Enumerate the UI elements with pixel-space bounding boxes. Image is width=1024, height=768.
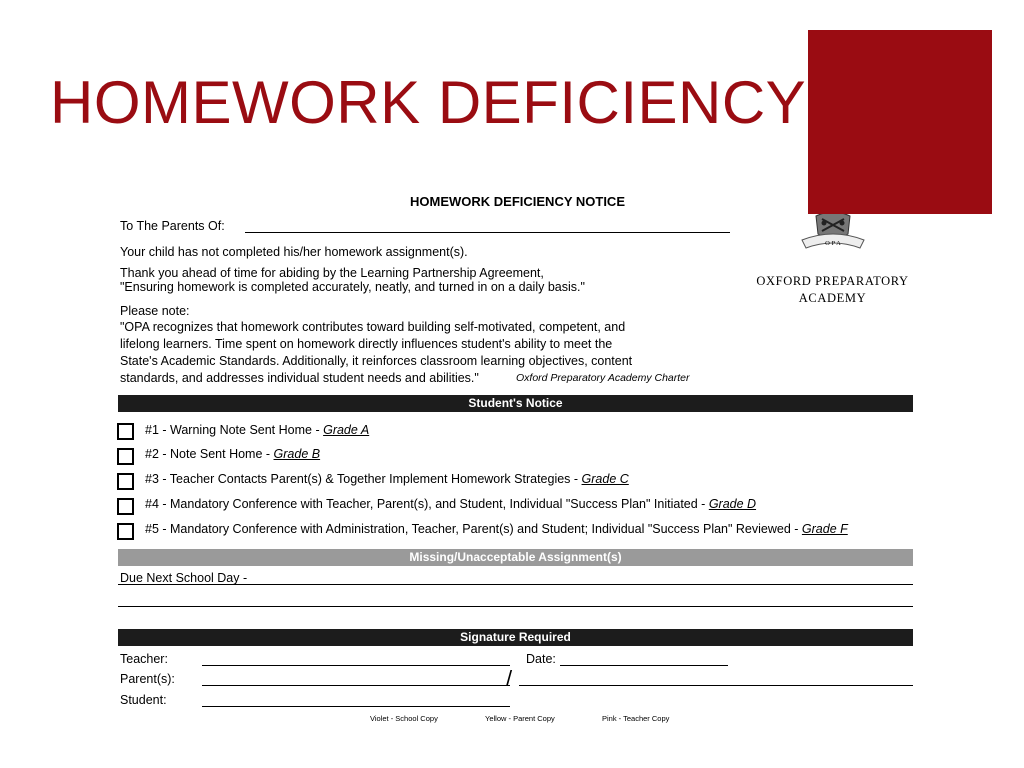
extra-assignment-line [118,606,913,607]
due-next-line [118,584,913,585]
option-4-grade: Grade D [708,497,757,511]
please-note-label: Please note: [120,304,190,318]
option-1-checkbox[interactable] [117,423,134,440]
option-2 [145,447,320,461]
thanks-text-2: "Ensuring homework is completed accurately, neatly, and turned in on a daily basis." [120,280,585,294]
option-1-grade: Grade A [323,423,370,437]
academy-name-line-1: OXFORD PREPARATORY [756,274,909,288]
due-next-label: Due Next School Day - [120,571,248,585]
option-3-text: #3 - Teacher Contacts Parent(s) & Together Implement Homework Strategies - [145,472,582,486]
quote-line-3: State's Academic Standards. Additionally, it reinforces classroom learning objectives, content [120,354,633,368]
option-4-checkbox[interactable] [117,498,134,515]
crest-text: O P A [825,240,841,247]
parent-signature-line-1[interactable] [202,685,510,686]
charter-citation: Oxford Preparatory Academy Charter [516,372,690,384]
quote-line-1: "OPA recognizes that homework contributes toward building self-motivated, competent, and [120,320,626,334]
students-notice-header: Student's Notice [118,395,913,412]
student-label: Student: [120,693,167,707]
option-5-text: #5 - Mandatory Conference with Administration, Teacher, Parent(s) and Student; Individual "Success Plan" Reviewed - [145,522,802,536]
slash-divider: / [506,666,513,691]
academy-name [745,273,920,307]
quote-line-2: lifelong learners. Time spent on homework directly influences student's ability to meet the [120,337,613,351]
date-line[interactable] [560,665,728,666]
homework-deficiency-form [105,186,913,756]
option-2-checkbox[interactable] [117,448,134,465]
option-2-text: #2 - Note Sent Home - [145,447,274,461]
option-3-checkbox[interactable] [117,473,134,490]
option-3-grade: Grade C [581,472,629,486]
accent-block [808,30,992,214]
teacher-label: Teacher: [120,652,168,666]
to-parents-line [245,232,730,233]
violet-copy-label: Violet - School Copy [370,714,438,723]
not-completed-text: Your child has not completed his/her homework assignment(s). [120,245,468,259]
parents-label: Parent(s): [120,672,175,686]
quote-line-4: standards, and addresses individual student needs and abilities." [120,371,479,385]
signature-required-header: Signature Required [118,629,913,646]
option-1-text: #1 - Warning Note Sent Home - [145,423,324,437]
teacher-signature-line[interactable] [202,665,510,666]
thanks-text-1: Thank you ahead of time for abiding by the Learning Partnership Agreement, [120,266,544,280]
option-4-text: #4 - Mandatory Conference with Teacher, Parent(s), and Student, Individual "Success Plan" Initiated - [145,497,709,511]
to-parents-label: To The Parents Of: [120,219,225,233]
option-5-grade: Grade F [801,522,848,536]
student-signature-line[interactable] [202,706,510,707]
parent-signature-line-2[interactable] [519,685,913,686]
option-5 [145,522,848,536]
yellow-copy-label: Yellow - Parent Copy [485,714,555,723]
academy-name-line-2: ACADEMY [798,291,867,305]
option-1 [145,423,369,437]
option-2-grade: Grade B [273,447,321,461]
pink-copy-label: Pink - Teacher Copy [602,714,670,723]
slide-title: HOMEWORK DEFICIENCY [50,69,807,136]
missing-assignments-header: Missing/Unacceptable Assignment(s) [118,549,913,566]
date-label: Date: [526,652,556,666]
option-3 [145,472,629,486]
option-5-checkbox[interactable] [117,523,134,540]
option-4 [145,497,756,511]
form-title: HOMEWORK DEFICIENCY NOTICE [410,194,625,209]
